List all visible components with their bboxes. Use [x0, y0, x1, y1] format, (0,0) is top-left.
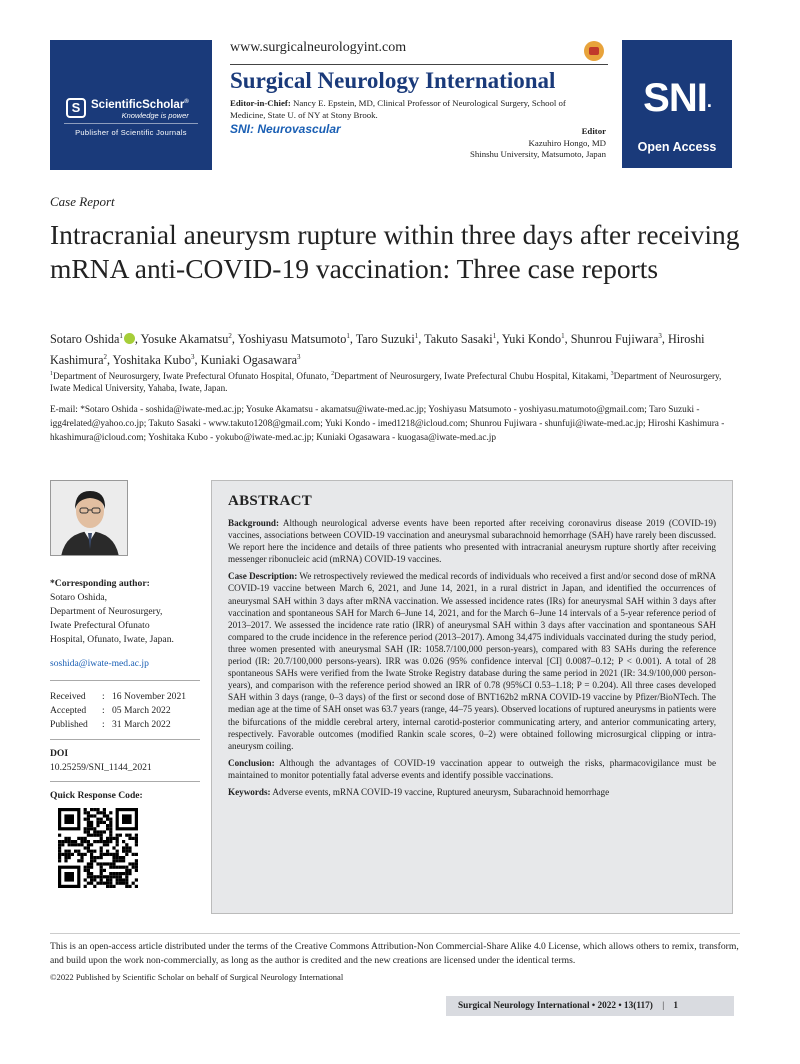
section-label: Case Description: — [228, 571, 298, 582]
date-row: Received : 16 November 2021 — [50, 691, 187, 702]
journal-url[interactable]: www.surgicalneurologyint.com — [230, 40, 407, 55]
author-name: Hiroshi Kashimura — [50, 332, 705, 368]
section-label: Conclusion: — [228, 757, 275, 768]
section-label: Keywords: — [228, 786, 271, 797]
copyright-text: ©2022 Published by Scientific Scholar on behalf of Surgical Neurology International — [50, 972, 344, 982]
corresponding-author-address — [50, 591, 210, 647]
corr-line: Hospital, Ofunato, Iwate, Japan. — [50, 634, 174, 645]
doi-label: DOI — [50, 748, 69, 759]
author-name: Kuniaki Ogasawara — [200, 353, 298, 368]
section-text: Although neurological adverse events have been reported after receiving coronavirus disease 2019 (COVID-19) vaccines, associations between COVID-19 vaccination and aneurysmal subarachnoid hemorrhage (SAH) have rarely been discussed. We report here the incidence and details of three patients who presented with intracranial aneurysm rupture shortly after receiving messenger ribonucleic acid (mRNA) COVID-19 vaccines. — [228, 518, 716, 565]
author-name: Yosuke Akamatsu — [140, 332, 229, 347]
divider — [50, 933, 740, 934]
editor-label: Editor — [581, 126, 606, 136]
article-dates — [50, 690, 186, 732]
editor-name: Kazuhiro Hongo, MD — [528, 137, 606, 148]
section-text: Adverse events, mRNA COVID-19 vaccine, Ruptured aneurysm, Subarachnoid hemorrhage — [272, 786, 610, 797]
author-affiliation-mark: 2 — [228, 332, 232, 340]
corresponding-author-email[interactable]: soshida@iwate-med.ac.jp — [50, 658, 149, 669]
publisher-logo — [66, 96, 189, 120]
author-name: Shunrou Fujiwara — [570, 332, 659, 347]
author-name: Yoshitaka Kubo — [112, 353, 191, 368]
section-text: Although the advantages of COVID-19 vaccination appear to outweigh the risks, pharmacovigilance must be maintained to monitor potentially fatal adverse events and identify possible vaccinations. — [228, 757, 716, 780]
author-name: Yoshiyasu Matsumoto — [237, 332, 347, 347]
abstract-conclusion — [228, 757, 716, 781]
editor-in-chief — [230, 98, 602, 121]
affiliation-text: Department of Neurosurgery, Iwate Prefectural Chubu Hospital, Kitakami, — [334, 371, 611, 382]
author-emails: E-mail: *Sotaro Oshida - soshida@iwate-med.ac.jp; Yosuke Akamatsu - akamatsu@iwate-med.ac.jp; Yoshiyasu Matsumoto - yoshiyasu.matumoto@gmail.com; Taro Suzuki - igg4related@yahoo.co.jp; Takuto Sasaki - www.takuto1208@gmail.com; Yuki Kondo - imed1218@icloud.com; Shunrou Fujiwara - shunfuji@iwate-med.ac.jp; Hiroshi Kashimura - hkashimura@icloud.com; Yoshitaka Kubo - yokubo@iwate-med.ac.jp; Kuniaki Ogasawara - kuogasa@iwate-med.ac.jp — [50, 405, 725, 443]
corr-line: Sotaro Oshida, — [50, 592, 108, 603]
page-footer — [446, 996, 734, 1016]
sni-logo — [622, 76, 732, 121]
corresponding-author-label: *Corresponding author: — [50, 578, 150, 589]
publisher-logo-box — [50, 40, 212, 170]
abstract-background — [228, 517, 716, 565]
section-label: Background: — [228, 518, 280, 528]
section-text: We retrospectively reviewed the medical records of individuals who received a first and/or second dose of mRNA COVID-19 vaccine between March 6, 2021, and June 14, 2021, in a rural district in Japan, and identified the occurrences of aneurysmal SAH within 3 days after mRNA vaccination. We assessed incidence rates (IRs) for aneurysmal SAH within 3 days after vaccination and spontaneous SAH for March 6–June 14, 2021, and for the March 6–June 14 intervals of a 5-year reference period of 2013–2017. We assessed the incidence rate ratio (IRR) of aneurysmal SAH within 3 days after vaccination and spontaneous SAH compared to the crude incidence in the reference period (2013–2017). Among 34,475 individuals vaccinated during the study period, three women presented with aneurysmal SAH (IR: 1058.7/100,000 person-years), compared with 83 SAHs during the reference period (IR: 20.7/100,000 persons-years). IRR was 0.026 (95% confidence interval [CI] 0.0087–0.12; P < 0.001). A total of 28 spontaneous SAHs were verified from the Iwate Stroke Registry database during the same period in 2021 (IR: 34.9/100,000 person-years), and comparison with the reference period showed an IRR of 0.78 (95%CI 0.53–1.18; P = 0.204). All three cases developed SAH within 3 days (range, 0–3 days) of the first or second dose of BNT162b2 mRNA COVID-19 vaccine by Pfizer/BioNTech. The median age at the time of SAH onset was 63.7 years (range, 44–75 years). Observed locations of ruptured aneurysms in patients were the bifurcations of the middle cerebral artery, internal carotid-posterior communicating artery, and anterior communicating artery, respectively. Favorable outcomes (modified Rankin scale scores, 0–2) were obtained following microsurgical clipping or intra-aneurysm coiling. — [228, 571, 716, 751]
journal-section: SNI: Neurovascular — [230, 122, 341, 136]
abstract-case-description — [228, 570, 716, 751]
author-affiliation-mark: 1 — [561, 332, 565, 340]
orcid-icon[interactable] — [124, 333, 135, 344]
editor-block — [470, 126, 606, 161]
divider — [50, 739, 200, 740]
qr-code-label: Quick Response Code: — [50, 790, 143, 801]
affiliation-mark: 2 — [331, 371, 335, 377]
doi-value[interactable]: 10.25259/SNI_1144_2021 — [50, 762, 152, 773]
sni-mark-dot: . — [706, 91, 711, 111]
author-list: Sotaro Oshida$^1$ , Yosuke Akamatsu$^2$, Yoshiyasu Matsumoto$^1$, Taro Suzuki$^1$, Takuto Sasaki$^1$, Yuki Kondo$^1$, Shunrou Fujiwara$^3$, Hiroshi Kashimura$^2$, Yoshitaka Kubo$^3$, Kuniaki Ogasawara$^3$ — [50, 332, 705, 368]
header-rule — [230, 64, 608, 65]
date-label: Accepted — [50, 705, 87, 716]
abstract-keywords — [228, 786, 716, 798]
article-title: Intracranial aneurysm rupture within three days after receiving mRNA anti-COVID-19 vaccination: Three case reports — [50, 219, 740, 284]
author-affiliation-mark: 2 — [103, 353, 107, 362]
journal-title: Surgical Neurology International — [230, 68, 556, 93]
publisher-tagline: Knowledge is power — [121, 110, 189, 120]
sni-logo-box — [622, 40, 732, 168]
affiliations — [50, 368, 740, 394]
author-affiliation-mark: 1 — [492, 332, 497, 340]
author-name: Taro Suzuki — [355, 332, 415, 347]
page-number: 1 — [673, 1001, 679, 1011]
affiliation-mark: 3 — [610, 371, 614, 377]
author-name: Yuki Kondo — [501, 332, 562, 347]
date-value: 16 November 2021 — [112, 691, 187, 702]
author-affiliation-mark: 3 — [190, 353, 195, 362]
divider — [64, 123, 198, 124]
open-access-icon — [584, 41, 604, 61]
person-portrait-icon — [51, 481, 128, 556]
article-type: Case Report — [50, 194, 115, 209]
publisher-subtitle: Publisher of Scientific Journals — [75, 128, 187, 137]
author-affiliation-mark: 3 — [297, 353, 301, 362]
abstract-box — [211, 480, 733, 914]
author-name: Sotaro Oshida — [50, 332, 120, 347]
affiliation-text: Department of Neurosurgery, Iwate Prefectural Ofunato Hospital, Ofunato, — [53, 371, 332, 382]
registered-mark: ® — [184, 99, 189, 105]
scientific-scholar-icon: S — [66, 98, 86, 118]
abstract-heading: ABSTRACT — [228, 493, 313, 509]
date-label: Published — [50, 719, 88, 730]
author-affiliation-mark: 3 — [658, 332, 662, 340]
date-value: 31 March 2022 — [112, 719, 171, 730]
affiliation-mark: 1 — [50, 371, 53, 377]
qr-code-icon[interactable] — [58, 808, 138, 888]
corr-line: Iwate Prefectural Ofunato — [50, 620, 150, 631]
divider — [50, 781, 200, 782]
open-access-label: Open Access — [637, 140, 717, 154]
author-affiliation-mark: 1 — [119, 332, 123, 340]
divider — [50, 680, 200, 681]
affiliation-text: Department of Neurosurgery, Iwate Medical University, Yahaba, Iwate, Japan. — [50, 371, 722, 394]
footer-separator: | — [662, 1001, 665, 1011]
date-row: Accepted : 05 March 2022 — [50, 705, 171, 716]
date-value: 05 March 2022 — [112, 705, 171, 716]
author-affiliation-mark: 1 — [346, 332, 350, 340]
journal-citation: Surgical Neurology International • 2022 • 13(117) — [458, 1001, 653, 1011]
eic-text: Nancy E. Epstein, MD, Clinical Professor of Neurological Surgery, School of Medicine, State U. of NY at Stony Brook. — [230, 98, 566, 120]
author-name: Takuto Sasaki — [424, 332, 493, 347]
sni-mark-text: SNI — [643, 76, 707, 120]
corr-line: Department of Neurosurgery, — [50, 606, 163, 617]
author-affiliation-mark: 1 — [414, 332, 419, 340]
publisher-name: ScientificScholar — [91, 98, 185, 111]
date-row: Published : 31 March 2022 — [50, 719, 171, 730]
date-label: Received — [50, 691, 86, 702]
editor-affiliation: Shinshu University, Matsumoto, Japan — [469, 149, 606, 159]
license-text: This is an open-access article distributed under the terms of the Creative Commons Attribution-Non Commercial-Share Alike 4.0 License, which allows others to remix, transform, and build upon the work non-commercially, as long as the author is credited and the new creations are licensed under the identical terms. — [50, 941, 739, 966]
eic-label: Editor-in-Chief: — [230, 98, 291, 108]
author-photo — [50, 480, 128, 556]
